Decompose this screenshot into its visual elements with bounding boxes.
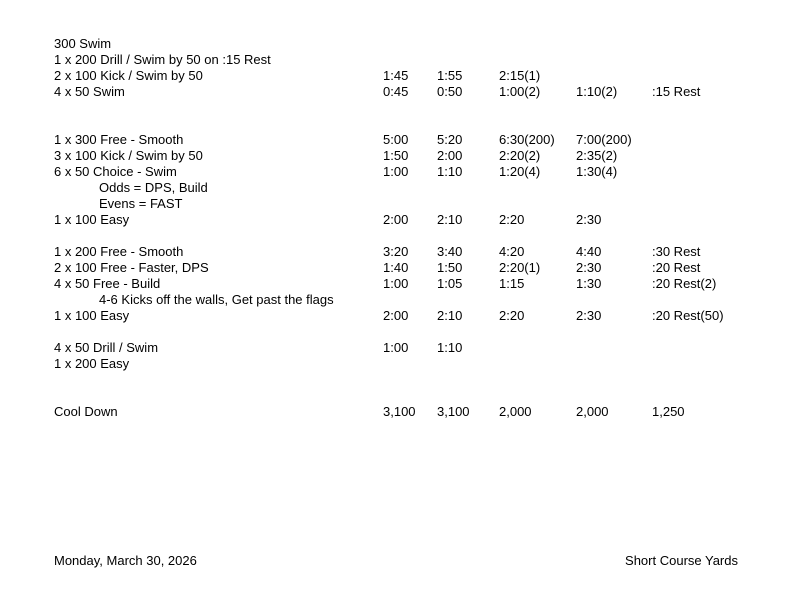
set-row xyxy=(0,148,792,164)
set-row xyxy=(0,132,792,148)
workout-date: Monday, March 30, 2026 xyxy=(54,553,197,568)
interval-col-1: 1:45 xyxy=(383,68,409,83)
interval-col-4: 2:35(2) xyxy=(576,148,618,163)
set-description: 4 x 50 Free - Build xyxy=(54,276,161,291)
set-description: 1 x 100 Easy xyxy=(54,308,130,323)
interval-col-3: 2,000 xyxy=(499,404,532,419)
set-row xyxy=(0,180,792,196)
interval-col-3: 1:20(4) xyxy=(499,164,541,179)
set-row xyxy=(0,260,792,276)
interval-col-4: 1:30(4) xyxy=(576,164,618,179)
interval-col-5: 1,250 xyxy=(652,404,685,419)
set-description: Evens = FAST xyxy=(99,196,183,211)
set-row xyxy=(0,84,792,100)
interval-col-5: :20 Rest(50) xyxy=(652,308,724,323)
interval-col-1: 1:00 xyxy=(383,164,409,179)
course-type: Short Course Yards xyxy=(625,553,738,568)
set-row xyxy=(0,308,792,324)
interval-col-4: 1:10(2) xyxy=(576,84,618,99)
set-row xyxy=(0,276,792,292)
set-row xyxy=(0,52,792,68)
interval-col-1: 5:00 xyxy=(383,132,409,147)
interval-col-2: 0:50 xyxy=(437,84,463,99)
interval-col-3: 4:20 xyxy=(499,244,525,259)
set-description: 4 x 50 Swim xyxy=(54,84,125,99)
interval-col-3: 1:15 xyxy=(499,276,525,291)
interval-col-1: 0:45 xyxy=(383,84,409,99)
interval-col-5: :20 Rest(2) xyxy=(652,276,717,291)
interval-col-4: 2:30 xyxy=(576,260,602,275)
set-row xyxy=(0,340,792,356)
set-description: 3 x 100 Kick / Swim by 50 xyxy=(54,148,203,163)
interval-col-4: 2,000 xyxy=(576,404,609,419)
set-description: 2 x 100 Free - Faster, DPS xyxy=(54,260,209,275)
interval-col-2: 1:55 xyxy=(437,68,463,83)
interval-col-1: 2:00 xyxy=(383,212,409,227)
interval-col-4: 2:30 xyxy=(576,308,602,323)
interval-col-2: 5:20 xyxy=(437,132,463,147)
set-description: 1 x 100 Easy xyxy=(54,212,130,227)
interval-col-1: 1:00 xyxy=(383,340,409,355)
set-row xyxy=(0,356,792,372)
interval-col-4: 4:40 xyxy=(576,244,602,259)
interval-col-1: 3,100 xyxy=(383,404,416,419)
set-description: 6 x 50 Choice - Swim xyxy=(54,164,177,179)
set-description: 300 Swim xyxy=(54,36,112,51)
set-row xyxy=(0,164,792,180)
interval-col-1: 1:00 xyxy=(383,276,409,291)
set-description: 4 x 50 Drill / Swim xyxy=(54,340,159,355)
interval-col-3: 2:20(1) xyxy=(499,260,541,275)
interval-col-5: :20 Rest xyxy=(652,260,701,275)
interval-col-5: :30 Rest xyxy=(652,244,701,259)
interval-col-2: 1:50 xyxy=(437,260,463,275)
interval-col-2: 3,100 xyxy=(437,404,470,419)
set-description: Odds = DPS, Build xyxy=(99,180,208,195)
interval-col-1: 1:50 xyxy=(383,148,409,163)
set-description: 1 x 200 Free - Smooth xyxy=(54,244,184,259)
cool-down-row xyxy=(0,404,792,420)
interval-col-2: 1:05 xyxy=(437,276,463,291)
interval-col-1: 2:00 xyxy=(383,308,409,323)
interval-col-5: :15 Rest xyxy=(652,84,701,99)
interval-col-2: 1:10 xyxy=(437,340,463,355)
interval-col-3: 1:00(2) xyxy=(499,84,541,99)
interval-col-4: 1:30 xyxy=(576,276,602,291)
interval-col-2: 2:00 xyxy=(437,148,463,163)
interval-col-4: 7:00(200) xyxy=(576,132,632,147)
interval-col-2: 2:10 xyxy=(437,308,463,323)
set-description: 1 x 200 Drill / Swim by 50 on :15 Rest xyxy=(54,52,271,67)
set-description: Cool Down xyxy=(54,404,118,419)
interval-col-1: 1:40 xyxy=(383,260,409,275)
set-row xyxy=(0,244,792,260)
interval-col-2: 1:10 xyxy=(437,164,463,179)
interval-col-2: 2:10 xyxy=(437,212,463,227)
interval-col-2: 3:40 xyxy=(437,244,463,259)
interval-col-1: 3:20 xyxy=(383,244,409,259)
set-description: 1 x 300 Free - Smooth xyxy=(54,132,184,147)
set-row xyxy=(0,68,792,84)
interval-col-3: 2:20(2) xyxy=(499,148,541,163)
interval-col-4: 2:30 xyxy=(576,212,602,227)
set-row xyxy=(0,212,792,228)
interval-col-3: 2:15(1) xyxy=(499,68,541,83)
set-row xyxy=(0,196,792,212)
interval-col-3: 2:20 xyxy=(499,212,525,227)
set-description: 1 x 200 Easy xyxy=(54,356,130,371)
interval-col-3: 6:30(200) xyxy=(499,132,555,147)
set-row xyxy=(0,36,792,52)
set-row xyxy=(0,292,792,308)
set-description: 2 x 100 Kick / Swim by 50 xyxy=(54,68,203,83)
interval-col-3: 2:20 xyxy=(499,308,525,323)
set-description: 4-6 Kicks off the walls, Get past the flags xyxy=(99,292,334,307)
